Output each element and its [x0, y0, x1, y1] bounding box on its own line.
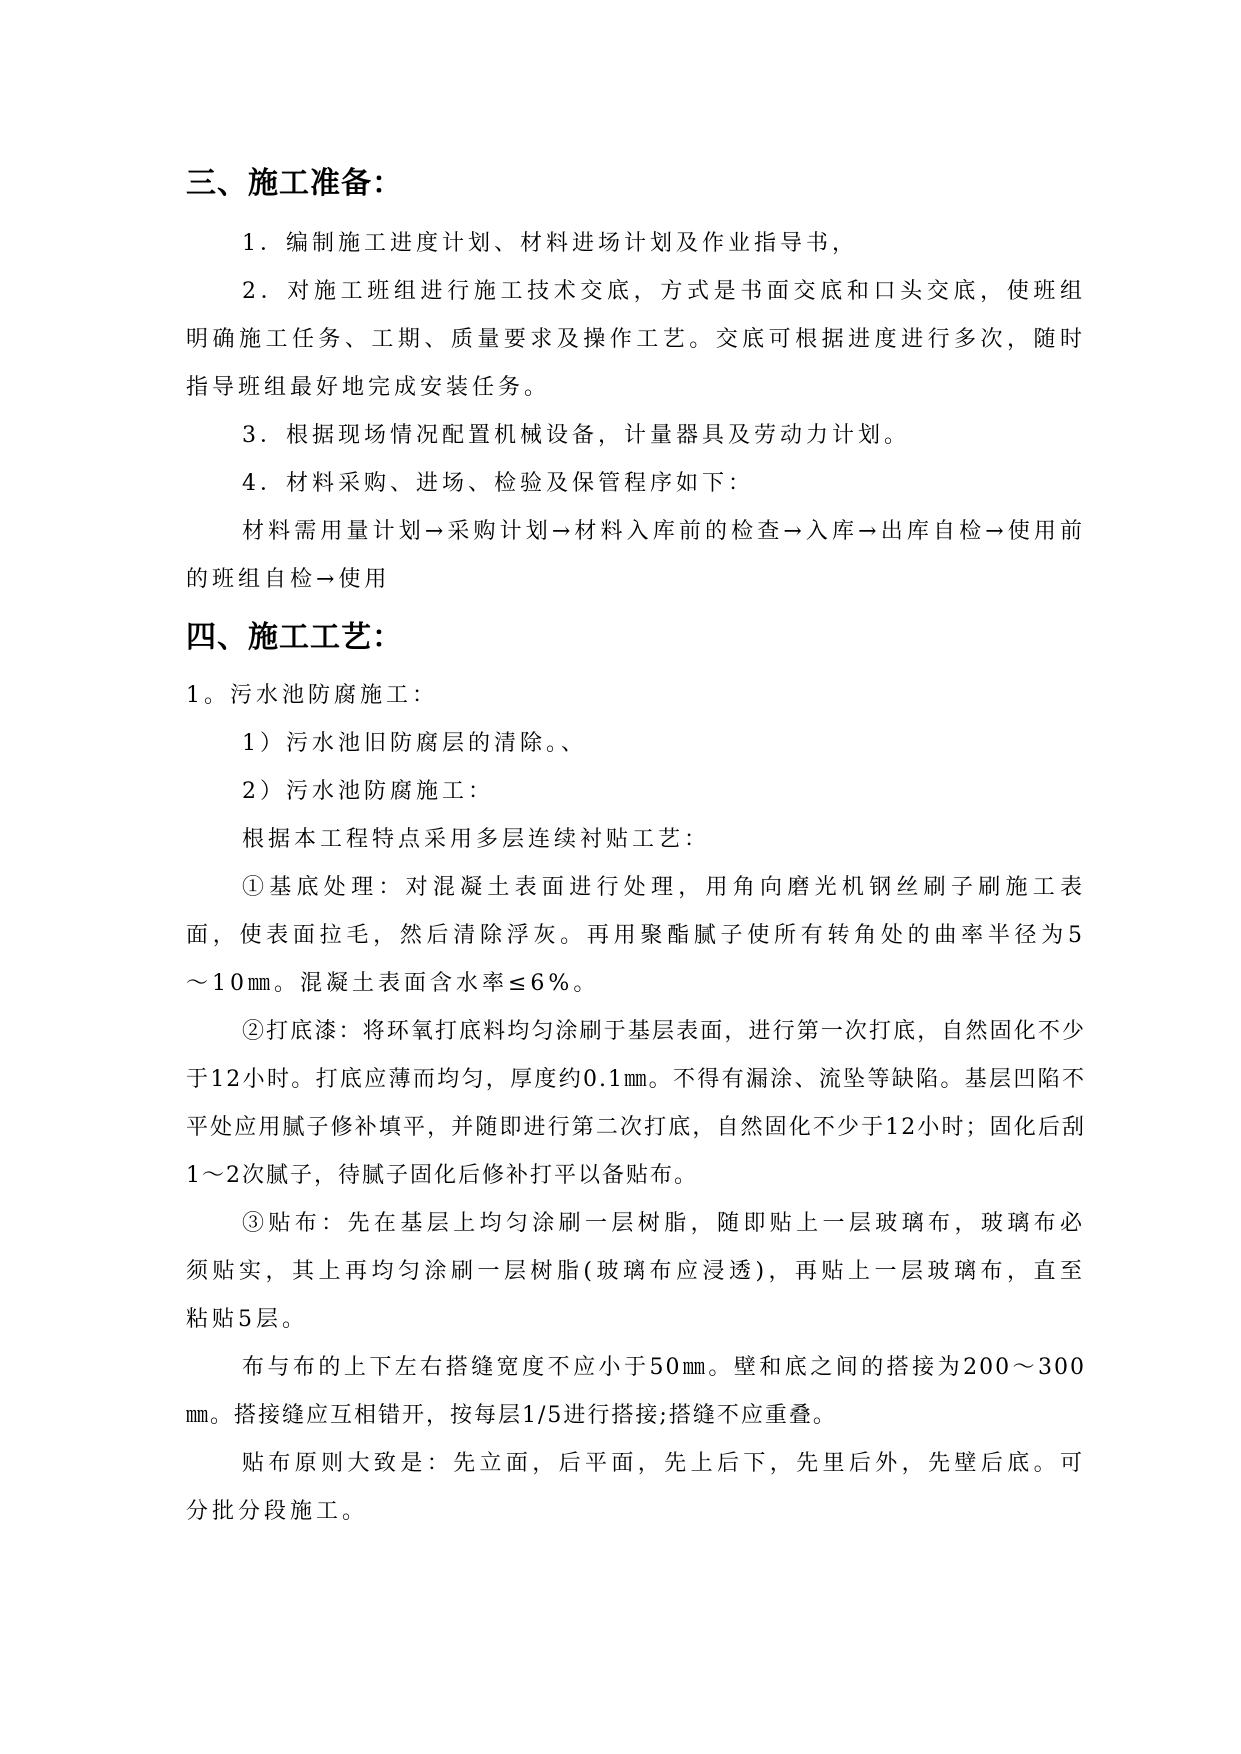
paragraph: ②打底漆：将环氧打底料均匀涂刷于基层表面，进行第一次打底，自然固化不少于12小时。打底应薄而均匀，厚度约0.1㎜。不得有漏涂、流坠等缺陷。基层凹陷不平处应用腻子修补填平，并随即进行第二次打底，自然固化不少于12小时；固化后刮1～2次腻子，待腻子固化后修补打平以备贴布。 — [186, 1019, 1086, 1188]
paragraph: 1。污水池防腐施工： — [186, 683, 438, 708]
paragraph: 材料需用量计划→采购计划→材料入库前的检查→入库→出库自检→使用前的班组自检→使用 — [186, 519, 1086, 592]
paragraph: 1．编制施工进度计划、材料进场计划及作业指导书， — [242, 231, 858, 256]
section-heading-process: 四、施工工艺： — [186, 620, 403, 655]
section-heading-preparation: 三、施工准备： — [186, 166, 403, 201]
paragraph: 2．对施工班组进行施工技术交底，方式是书面交底和口头交底，使班组明确施工任务、工期、质量要求及操作工艺。交底可根据进度进行多次，随时指导班组最好地完成安装任务。 — [186, 279, 1086, 400]
paragraph: ③贴布：先在基层上均匀涂刷一层树脂，随即贴上一层玻璃布，玻璃布必须贴实，其上再均匀涂刷一层树脂(玻璃布应浸透)，再贴上一层玻璃布，直至粘贴5层。 — [186, 1211, 1086, 1332]
paragraph: 布与布的上下左右搭缝宽度不应小于50㎜。壁和底之间的搭接为200～300㎜。搭接缝应互相错开，按每层1/5进行搭接;搭缝不应重叠。 — [186, 1355, 1086, 1428]
paragraph: 1）污水池旧防腐层的清除。、 — [242, 731, 587, 756]
paragraph: 贴布原则大致是：先立面，后平面，先上后下，先里后外，先壁后底。可分批分段施工。 — [186, 1451, 1086, 1524]
paragraph: 根据本工程特点采用多层连续衬贴工艺： — [242, 827, 711, 852]
paragraph: 4．材料采购、进场、检验及保管程序如下： — [242, 471, 754, 496]
paragraph: 3．根据现场情况配置机械设备，计量器具及劳动力计划。 — [242, 423, 910, 448]
document-page — [186, 140, 1086, 1536]
paragraph: ①基底处理：对混凝土表面进行处理，用角向磨光机钢丝刷子刷施工表面，使表面拉毛，然后清除浮灰。再用聚酯腻子使所有转角处的曲率半径为5～10㎜。混凝土表面含水率≤6%。 — [186, 875, 1086, 996]
paragraph: 2）污水池防腐施工： — [242, 779, 494, 804]
